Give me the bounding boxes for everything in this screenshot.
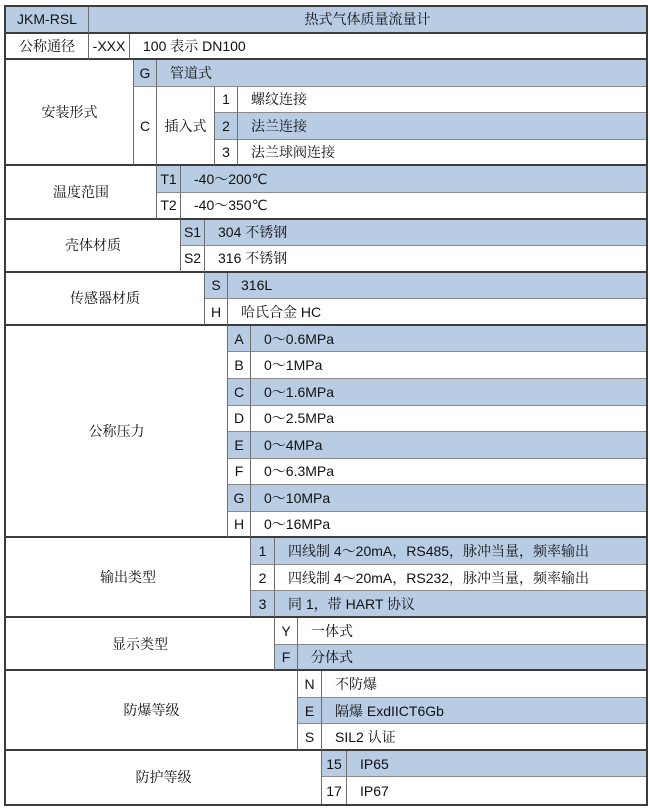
desc-sensor-s: 316L	[228, 273, 646, 300]
code-output-3: 3	[251, 591, 275, 618]
code-insertion-thread: 1	[215, 87, 238, 114]
desc-pressure-b: 0～1MPa	[251, 352, 646, 379]
desc-output-3: 同 1，带 HART 协议	[275, 591, 646, 618]
code-temp-t1: T1	[157, 166, 181, 193]
desc-pressure-e: 0～4MPa	[251, 432, 646, 459]
model-selection-table	[4, 5, 648, 806]
section-label-explosion-proof-rating: 防爆等级	[6, 671, 298, 751]
desc-mounting-pipeline: 管道式	[157, 60, 646, 87]
desc-pressure-a: 0～0.6MPa	[251, 326, 646, 353]
code-protection-17: 17	[322, 777, 347, 804]
code-mounting-pipeline: G	[134, 60, 157, 87]
code-pressure-f: F	[228, 459, 251, 486]
code-pressure-b: B	[228, 352, 251, 379]
code-temp-t2: T2	[157, 193, 181, 220]
code-sensor-h: H	[205, 299, 228, 326]
group-label-insertion: 插入式	[157, 87, 215, 167]
desc-pressure-d: 0～2.5MPa	[251, 406, 646, 433]
code-output-2: 2	[251, 565, 275, 592]
code-sensor-s: S	[205, 273, 228, 300]
desc-insertion-flange: 法兰连接	[238, 113, 646, 140]
code-housing-s2: S2	[181, 246, 205, 273]
section-label-nominal-diameter: 公称通径	[6, 34, 89, 61]
section-label-protection-rating: 防护等级	[6, 751, 322, 804]
code-pressure-a: A	[228, 326, 251, 353]
code-pressure-h: H	[228, 512, 251, 539]
code-exproof-e: E	[298, 698, 322, 725]
desc-protection-17: IP67	[360, 782, 389, 799]
section-label-mounting-type: 安装形式	[6, 60, 134, 166]
desc-display-integrated: 一体式	[298, 618, 646, 645]
desc-exproof-e: 隔爆 ExdIICT6Gb	[322, 698, 646, 725]
code-pressure-d: D	[228, 406, 251, 433]
code-nominal-diameter: -XXX	[89, 34, 130, 61]
desc-insertion-thread: 螺纹连接	[238, 87, 646, 114]
code-exproof-s: S	[298, 724, 322, 751]
code-pressure-g: G	[228, 485, 251, 512]
desc-nominal-diameter: 100 表示 DN100	[130, 34, 646, 61]
desc-pressure-c: 0～1.6MPa	[251, 379, 646, 406]
code-display-remote: F	[275, 645, 298, 672]
code-insertion-flange: 2	[215, 113, 238, 140]
code-housing-s1: S1	[181, 220, 205, 247]
desc-pressure-h: 0～16MPa	[251, 512, 646, 539]
desc-insertion-ball-valve: 法兰球阀连接	[238, 140, 646, 167]
model-code: JKM-RSL	[6, 7, 89, 34]
desc-temp-t2: -40～350℃	[181, 193, 646, 220]
code-exproof-n: N	[298, 671, 322, 698]
section-label-housing-material: 壳体材质	[6, 220, 181, 273]
code-insertion-ball-valve: 3	[215, 140, 238, 167]
desc-pressure-f: 0～6.3MPa	[251, 459, 646, 486]
code-output-1: 1	[251, 538, 275, 565]
section-label-temperature-range: 温度范围	[6, 166, 157, 219]
desc-exproof-s: SIL2 认证	[322, 724, 646, 751]
desc-protection-15: IP65	[347, 751, 646, 778]
desc-display-remote: 分体式	[298, 645, 646, 672]
code-pressure-c: C	[228, 379, 251, 406]
desc-sensor-h: 哈氏合金 HC	[228, 299, 646, 326]
page-title: 热式气体质量流量计	[89, 7, 646, 34]
desc-output-2: 四线制 4～20mA，RS232，脉冲当量，频率输出	[275, 565, 646, 592]
code-mounting-insertion: C	[134, 87, 157, 167]
section-label-sensor-material: 传感器材质	[6, 273, 205, 326]
desc-pressure-g: 0～10MPa	[251, 485, 646, 512]
desc-exproof-n: 不防爆	[322, 671, 646, 698]
section-label-display-type: 显示类型	[6, 618, 275, 671]
code-protection-15: 15	[322, 751, 347, 778]
code-pressure-e: E	[228, 432, 251, 459]
desc-output-1: 四线制 4～20mA，RS485，脉冲当量，频率输出	[275, 538, 646, 565]
desc-housing-s1: 304 不锈钢	[205, 220, 646, 247]
section-label-output-type: 输出类型	[6, 538, 251, 618]
desc-housing-s2: 316 不锈钢	[205, 246, 646, 273]
desc-temp-t1: -40～200℃	[181, 166, 646, 193]
section-label-nominal-pressure: 公称压力	[6, 326, 228, 539]
code-display-integrated: Y	[275, 618, 298, 645]
